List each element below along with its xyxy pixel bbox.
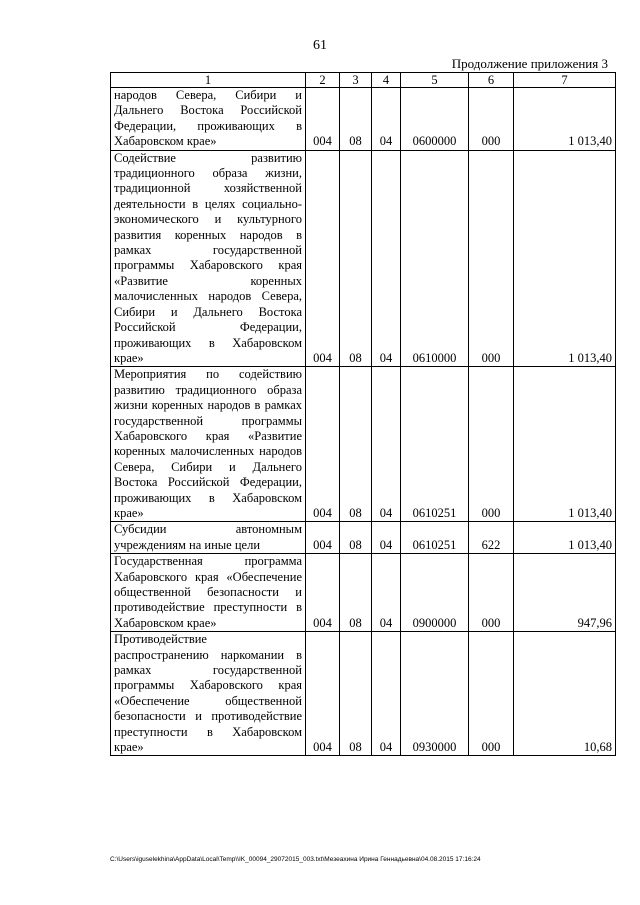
- table-row: [111, 522, 616, 554]
- table-row: [111, 88, 616, 151]
- footer-file-path: C:\Users\iguselekhina\AppData\Local\Temp\\IK_00094_29072015_003.txt\Мезеахина Ирина Геннадьевна\04.08.2015 17:16:24: [110, 856, 481, 863]
- row-subsection: 04: [372, 367, 401, 522]
- table-row: [111, 632, 616, 756]
- row-expense-type: 000: [469, 554, 514, 632]
- header-col-3: 3: [340, 73, 372, 88]
- row-ministry: 004: [306, 150, 340, 367]
- row-target-article: 0900000: [401, 554, 469, 632]
- continuation-label: Продолжение приложения 3: [451, 56, 608, 71]
- row-target-article: 0930000: [401, 632, 469, 756]
- row-amount: 1 013,40: [514, 367, 616, 522]
- row-target-article: 0600000: [401, 88, 469, 151]
- row-section: 08: [340, 150, 372, 367]
- row-amount: 10,68: [514, 632, 616, 756]
- row-section: 08: [340, 632, 372, 756]
- row-expense-type: 000: [469, 150, 514, 367]
- row-expense-type: 000: [469, 367, 514, 522]
- row-name: народов Севера, Сибири и Дальнего Востока Российской Федерации, проживающих в Хабаровском крае»: [111, 88, 306, 151]
- row-name: Государственная программа Хабаровского края «Обеспечение общественной безопасности и противодействие преступности в Хабаровском крае»: [111, 554, 306, 632]
- row-amount: 1 013,40: [514, 88, 616, 151]
- row-subsection: 04: [372, 88, 401, 151]
- header-col-5: 5: [401, 73, 469, 88]
- row-section: 08: [340, 367, 372, 522]
- table-row: [111, 150, 616, 367]
- row-ministry: 004: [306, 632, 340, 756]
- row-ministry: 004: [306, 367, 340, 522]
- row-section: 08: [340, 522, 372, 554]
- table-row: [111, 367, 616, 522]
- row-subsection: 04: [372, 522, 401, 554]
- row-name: Противодействие распространению наркомании в рамках государственной программы Хабаровского края «Обеспечение общественной безопасности и противодействие преступности в Хабаровском крае»: [111, 632, 306, 756]
- header-col-1: 1: [111, 73, 306, 88]
- row-section: 08: [340, 554, 372, 632]
- row-ministry: 004: [306, 554, 340, 632]
- row-section: 08: [340, 88, 372, 151]
- row-subsection: 04: [372, 632, 401, 756]
- budget-table: [110, 72, 616, 756]
- row-ministry: 004: [306, 522, 340, 554]
- table-row: [111, 554, 616, 632]
- row-expense-type: 000: [469, 632, 514, 756]
- header-col-6: 6: [469, 73, 514, 88]
- row-amount: 1 013,40: [514, 150, 616, 367]
- row-subsection: 04: [372, 554, 401, 632]
- header-col-7: 7: [514, 73, 616, 88]
- row-target-article: 0610000: [401, 150, 469, 367]
- row-expense-type: 000: [469, 88, 514, 151]
- header-col-4: 4: [372, 73, 401, 88]
- header-col-2: 2: [306, 73, 340, 88]
- row-target-article: 0610251: [401, 522, 469, 554]
- row-name: Мероприятия по содействию развитию традиционного образа жизни коренных народов в рамках государственной программы Хабаровского края «Развитие коренных малочисленных народов Севера, Сибири и Дальнего Востока Российской Федерации, проживающих в Хабаровском крае»: [111, 367, 306, 522]
- table-header-row: [111, 73, 616, 88]
- row-expense-type: 622: [469, 522, 514, 554]
- row-name: Содействие развитию традиционного образа жизни, традиционной хозяйственной деятельности в целях социально-экономического и культурного развития коренных народов в рамках государственной программы Хабаровского края «Развитие коренных малочисленных народов Севера, Сибири и Дальнего Востока Российской Федерации, проживающих в Хабаровском крае»: [111, 150, 306, 367]
- row-ministry: 004: [306, 88, 340, 151]
- row-amount: 1 013,40: [514, 522, 616, 554]
- row-target-article: 0610251: [401, 367, 469, 522]
- row-name: Субсидии автономным учреждениям на иные цели: [111, 522, 306, 554]
- page-number: 61: [313, 38, 327, 53]
- row-subsection: 04: [372, 150, 401, 367]
- row-amount: 947,96: [514, 554, 616, 632]
